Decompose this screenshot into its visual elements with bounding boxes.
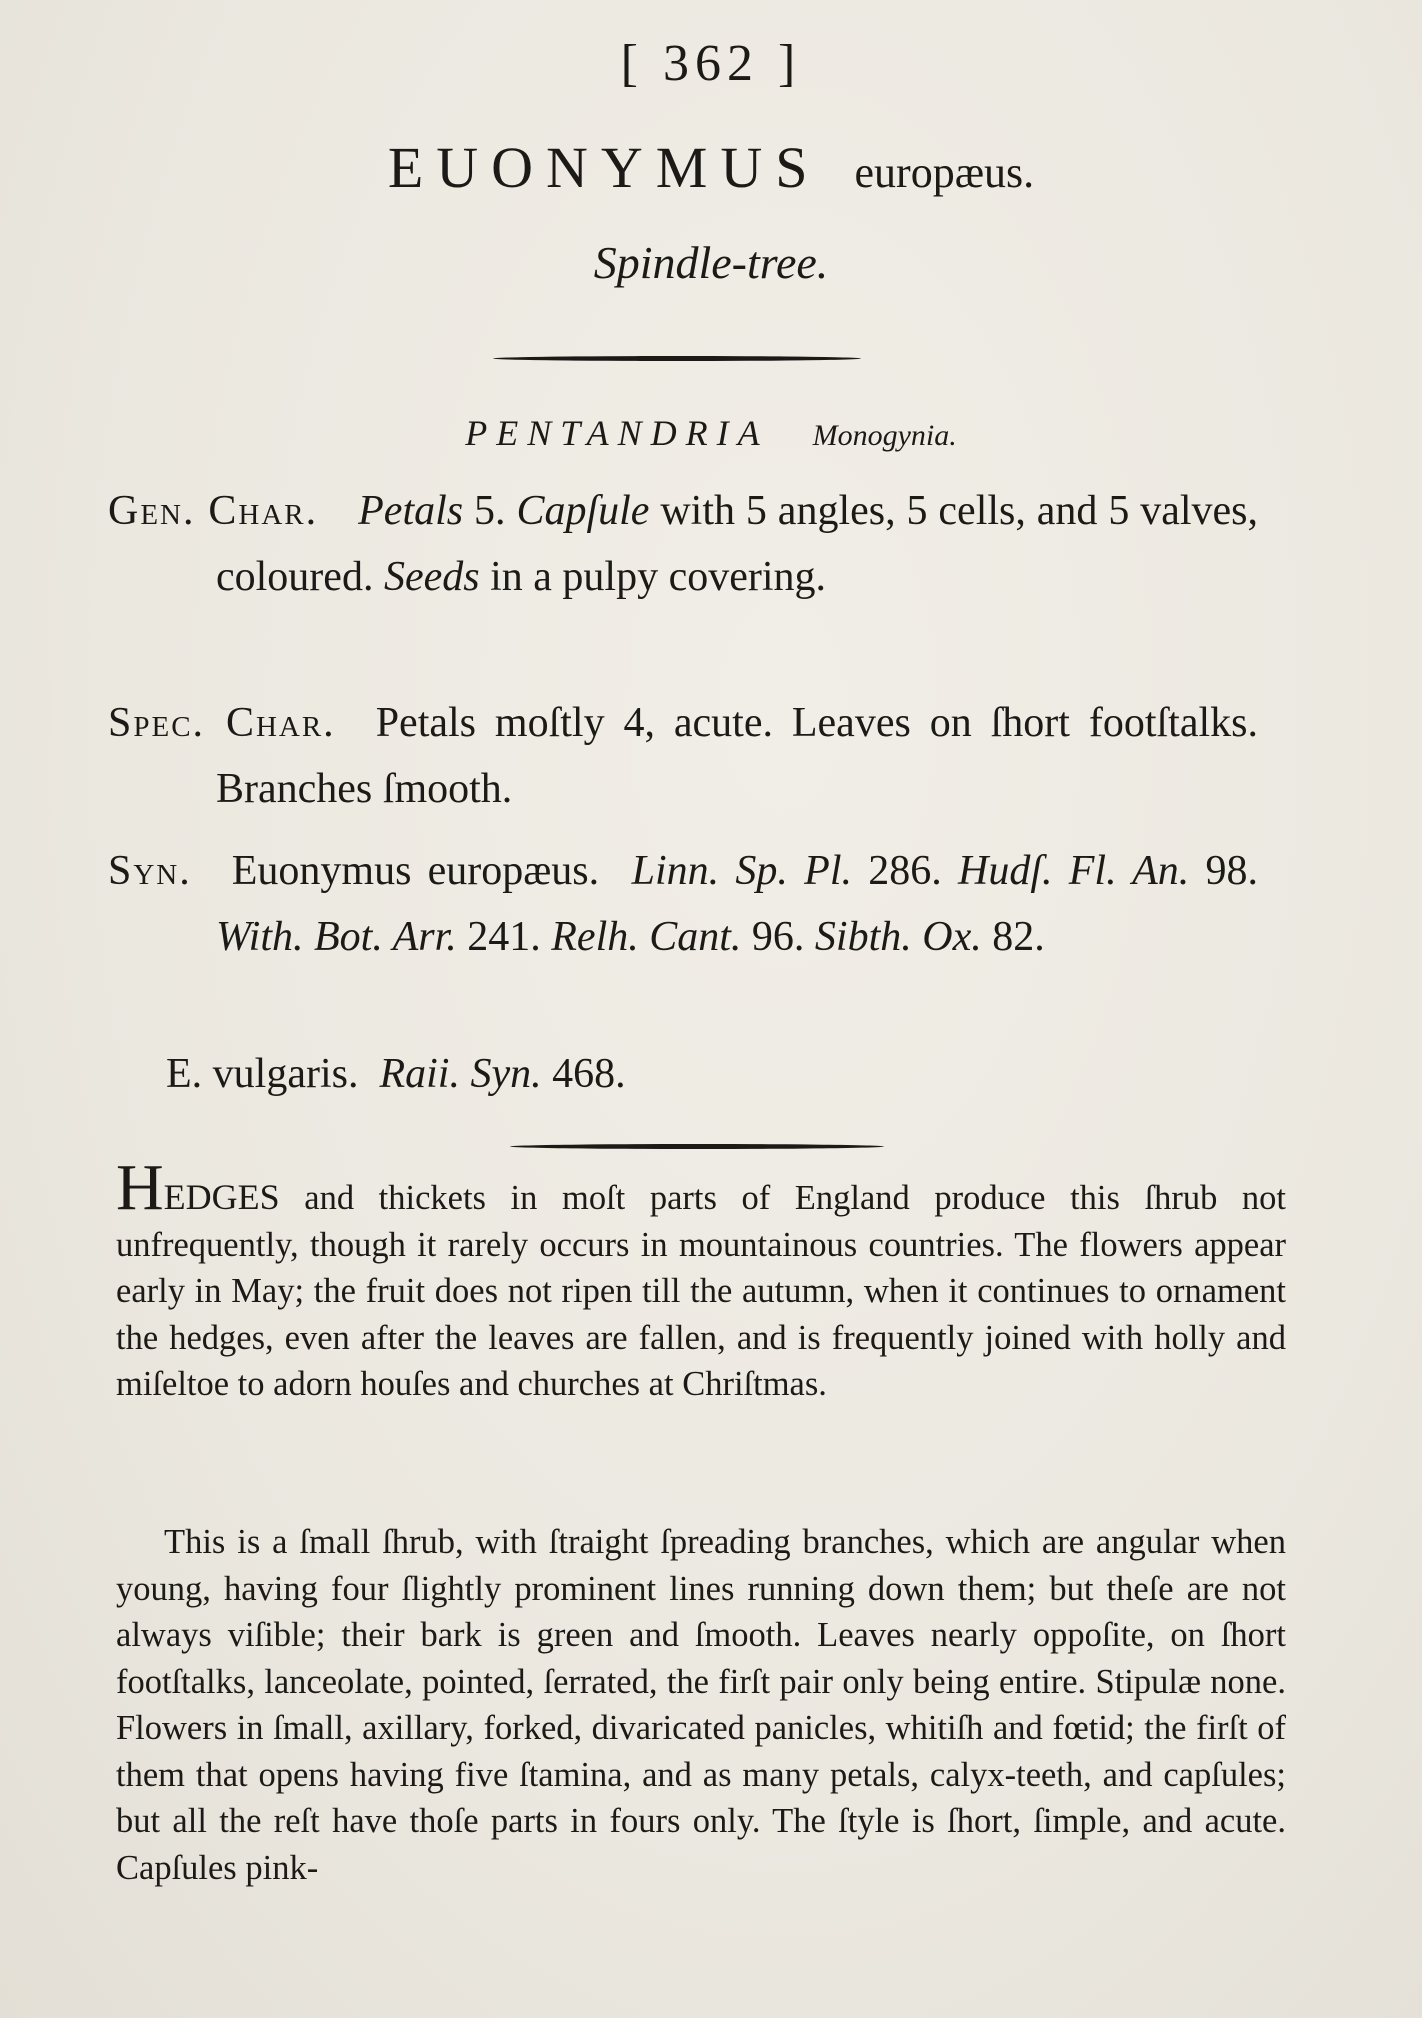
divider-rule	[510, 1144, 884, 1149]
syn-ref: Sibth. Ox.	[814, 914, 982, 960]
syn-alt-name: E. vulgaris.	[166, 1051, 359, 1097]
gen-char-text: in a pulpy covering.	[479, 554, 827, 600]
syn-alt-ref: Raii. Syn.	[379, 1051, 542, 1097]
synonyms	[108, 838, 1258, 970]
species-title	[0, 134, 1422, 201]
syn-alt-num: 468.	[541, 1051, 626, 1097]
specific-character	[108, 690, 1258, 822]
gen-char-text: Petals	[358, 488, 464, 534]
body-paragraph	[116, 1151, 1286, 1408]
syn-text: Euonymus europæus.	[231, 848, 600, 894]
generic-character	[108, 478, 1258, 610]
spec-char-text: Petals moſtly 4, acute. Leaves on ſhort footſtalks. Branches ſmooth.	[216, 700, 1258, 812]
gen-char-label: Gen. Char.	[108, 488, 319, 534]
divider-rule	[493, 356, 861, 361]
syn-label: Syn.	[108, 848, 192, 894]
genus-name: EUONYMUS	[387, 135, 821, 200]
paragraph-text: and thickets in moſt parts of England produce this ſhrub not unfrequently, though it rarely occurs in mountainous countries. The flowers appear early in May; the fruit does not ripen till the autumn, when it continues to ornament the hedges, even after the leaves are fallen, and is frequently joined with holly and miſeltoe to adorn houſes and churches at Chriſtmas.	[116, 1179, 1286, 1403]
syn-num: 241.	[456, 914, 552, 960]
gen-char-text: Seeds	[383, 554, 480, 600]
class-name: PENTANDRIA	[465, 413, 769, 453]
syn-num: 96.	[741, 914, 815, 960]
linnaean-classification	[0, 412, 1422, 454]
syn-ref: Linn. Sp. Pl.	[631, 848, 853, 894]
gen-char-text: with 5 angles, 5 cells, and 5 valves, coloured.	[216, 488, 1259, 600]
gen-char-text: Capſule	[516, 488, 650, 534]
syn-ref: With. Bot. Arr.	[216, 914, 457, 960]
small-caps-word: EDGES	[163, 1177, 280, 1217]
paragraph-text: This is a ſmall ſhrub, with ſtraight ſpreading branches, which are angular when young, having four ſlightly prominent lines running down them; but theſe are not always viſible; their bark is green and ſmooth. Leaves nearly oppoſite, on ſhort footſtalks, lanceolate, pointed, ſerrated, the firſt pair only being entire. Stipulæ none. Flowers in ſmall, axillary, forked, divaricated panicles, whitiſh and fœtid; the firſt of them that opens having five ſtamina, and as many petals, calyx-teeth, and capſules; but all the reſt have thoſe parts in fours only. The ſtyle is ſhort, ſimple, and acute. Capſules pink-	[116, 1523, 1286, 1887]
spec-char-label: Spec. Char.	[108, 700, 336, 746]
syn-num: 98.	[1189, 848, 1258, 894]
syn-num: 286.	[852, 848, 959, 894]
syn-num: 82.	[981, 914, 1045, 960]
common-name: Spindle-tree.	[593, 237, 829, 288]
gen-char-text: 5.	[463, 488, 517, 534]
species-name: europæus.	[854, 148, 1035, 197]
order-name: Monogynia.	[812, 419, 957, 452]
syn-ref: Relh. Cant.	[551, 914, 742, 960]
drop-cap: H	[116, 1151, 164, 1224]
body-paragraph	[116, 1519, 1286, 1891]
synonym-alt	[166, 1050, 626, 1098]
page-number: [ 362 ]	[620, 35, 802, 92]
syn-ref: Hudſ. Fl. An.	[958, 848, 1190, 894]
